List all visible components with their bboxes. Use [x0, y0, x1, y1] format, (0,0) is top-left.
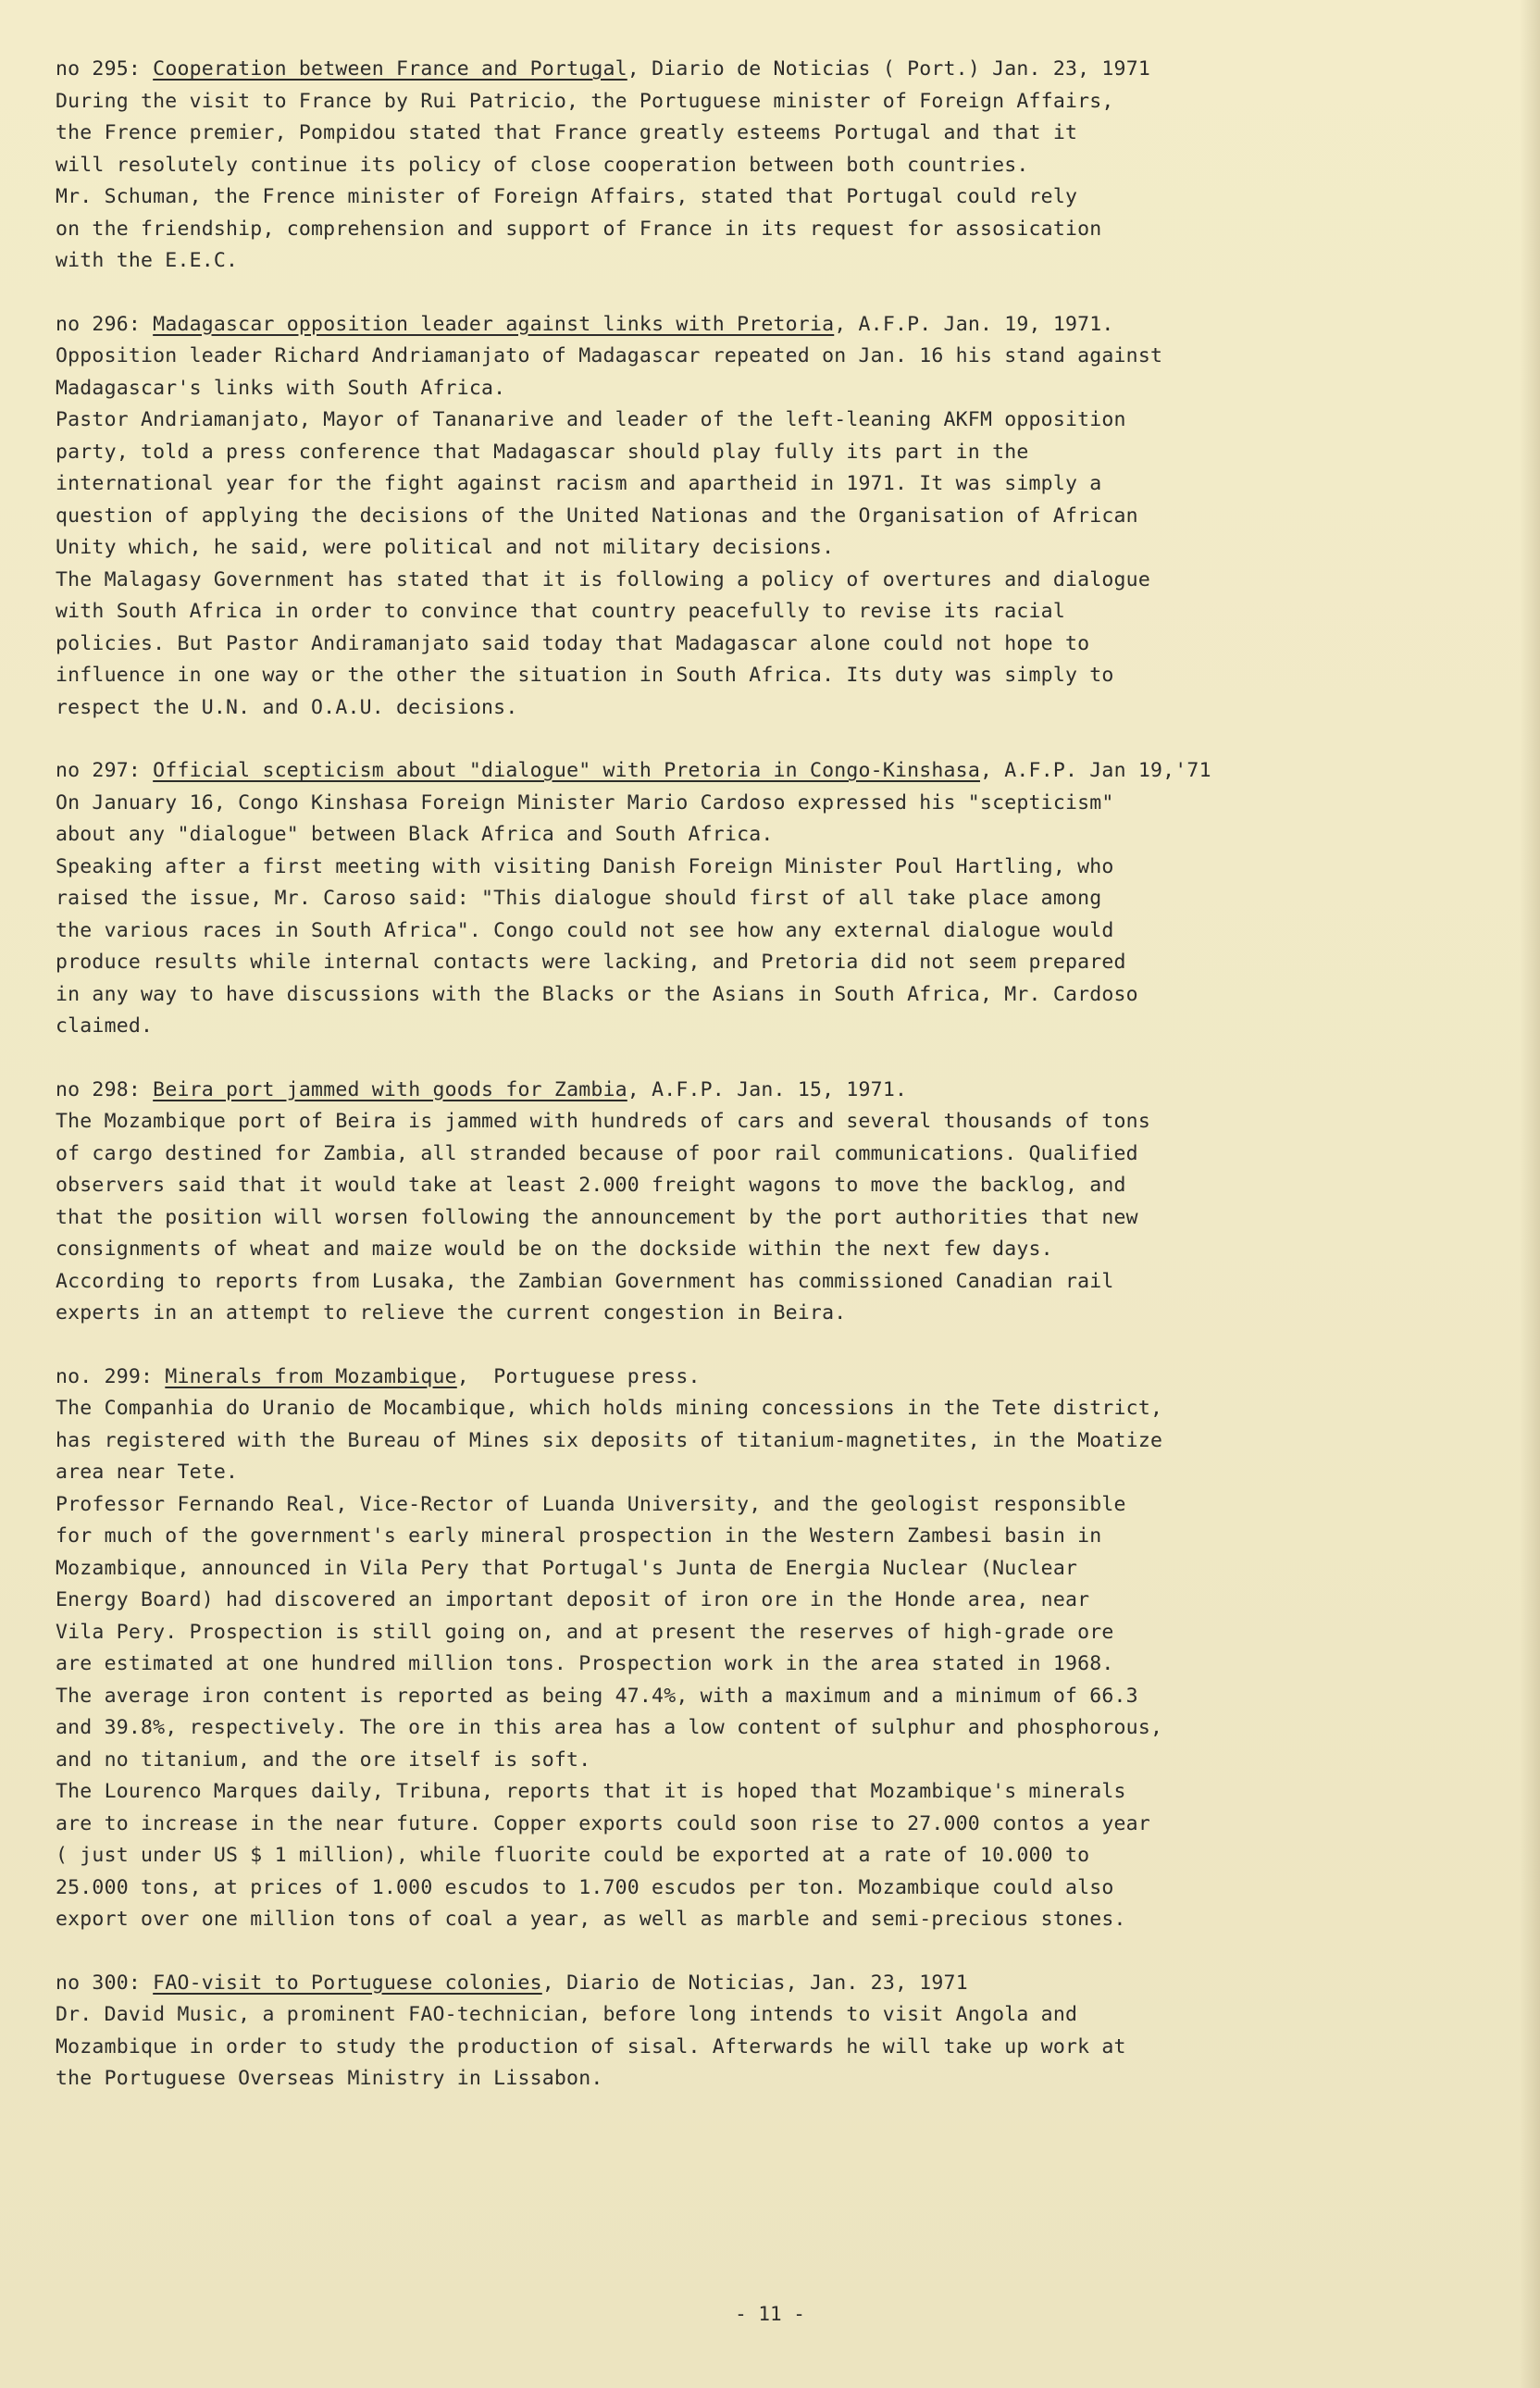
item-body	[56, 1999, 1388, 2096]
item-title: Madagascar opposition leader against links with Pretoria	[153, 312, 835, 336]
body-line: ( just under US $ 1 million), while fluorite could be exported at a rate of 10.000 to	[56, 1844, 1090, 1867]
item-number: no 295:	[56, 57, 142, 81]
body-line: and no titanium, and the ore itself is soft.	[56, 1747, 591, 1772]
body-line: on the friendship, comprehension and support of France in its request for assosication	[56, 217, 1102, 241]
item-title: Beira port jammed with goods for Zambia	[153, 1077, 627, 1101]
news-item-295	[56, 54, 1388, 278]
body-line: claimed.	[56, 1014, 154, 1038]
item-title: Cooperation between France and Portugal	[153, 57, 627, 81]
body-line: According to reports from Lusaka, the Zambian Government has commissioned Canadian rail	[56, 1269, 1114, 1293]
body-line: will resolutely continue its policy of close cooperation between both countries.	[56, 153, 1029, 177]
news-item-300	[56, 1968, 1388, 2096]
item-body	[56, 1106, 1388, 1330]
body-line: observers said that it would take at least 2.000 freight wagons to move the backlog, and	[56, 1174, 1126, 1197]
body-line: respect the U.N. and O.A.U. decisions.	[56, 695, 518, 719]
body-line: the Frence premier, Pompidou stated that France greatly esteems Portugal and that it	[56, 121, 1078, 144]
body-line: the Portuguese Overseas Ministry in Lissabon.	[56, 2067, 603, 2090]
item-title: FAO-visit to Portuguese colonies	[153, 1971, 542, 1995]
body-line: During the visit to France by Rui Patricio, the Portuguese minister of Foreign Affairs,	[56, 89, 1114, 113]
body-line: policies. But Pastor Andiramanjato said today that Madagascar alone could not hope to	[56, 631, 1090, 655]
body-line: Vila Pery. Prospection is still going on, and at present the reserves of high-grade ore	[56, 1620, 1114, 1644]
item-heading	[56, 1362, 1388, 1394]
item-number: no 296:	[56, 312, 142, 336]
body-line: international year for the fight against racism and apartheid in 1971. It was simply a	[56, 472, 1102, 495]
body-line: about any "dialogue" between Black Africa and South Africa.	[56, 823, 774, 846]
body-line: produce results while internal contacts were lacking, and Pretoria did not seem prepared	[56, 951, 1126, 974]
item-source: , Diario de Noticias, Jan. 23, 1971	[541, 1971, 968, 1995]
body-line: are to increase in the near future. Copper exports could soon rise to 27.000 contos a year	[56, 1811, 1150, 1835]
item-body	[56, 341, 1388, 724]
body-line: with South Africa in order to convince that country peacefully to revise its racial	[56, 600, 1065, 623]
body-line: 25.000 tons, at prices of 1.000 escudos to 1.700 escudos per ton. Mozambique could also	[56, 1875, 1114, 1899]
body-line: The Lourenco Marques daily, Tribuna, reports that it is hoped that Mozambique's minerals	[56, 1780, 1126, 1803]
body-line: The Mozambique port of Beira is jammed with hundreds of cars and several thousands of tons	[56, 1110, 1150, 1133]
body-line: Energy Board) had discovered an important deposit of iron ore in the Honde area, near	[56, 1588, 1090, 1611]
item-body	[56, 788, 1388, 1043]
body-line: Mozambique in order to study the production of sisal. Afterwards he will take up work at	[56, 2034, 1126, 2058]
body-line: On January 16, Congo Kinshasa Foreign Minister Mario Cardoso expressed his "scepticism"	[56, 790, 1114, 815]
body-line: question of applying the decisions of the United Nationas and the Organisation of African	[56, 504, 1138, 528]
body-line: influence in one way or the other the situation in South Africa. Its duty was simply to	[56, 664, 1114, 687]
body-line: consignments of wheat and maize would be on the dockside within the next few days.	[56, 1238, 1053, 1261]
body-line: Speaking after a first meeting with visiting Danish Foreign Minister Poul Hartling, who	[56, 854, 1114, 878]
body-line: Dr. David Music, a prominent FAO-technician, before long intends to visit Angola and	[56, 2003, 1078, 2026]
body-line: for much of the government's early mineral prospection in the Western Zambesi basin in	[56, 1524, 1102, 1548]
item-heading	[56, 1075, 1388, 1107]
item-heading	[56, 54, 1388, 86]
item-source: , Portuguese press.	[456, 1364, 701, 1388]
body-line: Madagascar's links with South Africa.	[56, 376, 506, 400]
body-line: Professor Fernando Real, Vice-Rector of Luanda University, and the geologist responsible	[56, 1492, 1126, 1516]
body-line: Mr. Schuman, the Frence minister of Foreign Affairs, stated that Portugal could rely	[56, 185, 1078, 208]
body-line: that the position will worsen following the announcement by the port authorities that new	[56, 1205, 1138, 1229]
body-line: has registered with the Bureau of Mines six deposits of titanium-magnetites, in the Moatize	[56, 1428, 1163, 1452]
item-source: , Diario de Noticias ( Port.) Jan. 23, 1971	[627, 57, 1150, 81]
item-body	[56, 1393, 1388, 1936]
body-line: Opposition leader Richard Andriamanjato of Madagascar repeated on Jan. 16 his stand against	[56, 344, 1163, 367]
body-line: are estimated at one hundred million tons. Prospection work in the area stated in 1968.	[56, 1652, 1114, 1675]
item-number: no 297:	[56, 759, 142, 782]
body-line: Unity which, he said, were political and not military decisions.	[56, 536, 835, 559]
body-line: and 39.8%, respectively. The ore in this area has a low content of sulphur and phosphorous,	[56, 1716, 1163, 1739]
news-item-297	[56, 755, 1388, 1043]
body-line: raised the issue, Mr. Caroso said: "This dialogue should first of all take place among	[56, 887, 1102, 910]
body-line: party, told a press conference that Madagascar should play fully its part in the	[56, 440, 1029, 464]
body-line: Pastor Andriamanjato, Mayor of Tananarive and leader of the left-leaning AKFM opposition	[56, 408, 1126, 431]
page-edge-shadow	[1520, 0, 1540, 2388]
body-line: experts in an attempt to relieve the current congestion in Beira.	[56, 1301, 847, 1325]
item-title: Official scepticism about "dialogue" with Pretoria in Congo-Kinshasa	[153, 759, 980, 782]
body-line: Mozambique, announced in Vila Pery that Portugal's Junta de Energia Nuclear (Nuclear	[56, 1556, 1078, 1580]
item-source: , A.F.P. Jan. 19, 1971.	[834, 312, 1114, 336]
body-line: with the E.E.C.	[56, 249, 239, 272]
news-item-296	[56, 309, 1388, 725]
item-source: , A.F.P. Jan. 15, 1971.	[627, 1077, 908, 1101]
body-line: The average iron content is reported as being 47.4%, with a maximum and a minimum of 66.3	[56, 1684, 1138, 1708]
item-number: no 298:	[56, 1077, 142, 1101]
item-number: no 300:	[56, 1971, 142, 1995]
body-line: of cargo destined for Zambia, all stranded because of poor rail communications. Qualified	[56, 1141, 1138, 1165]
body-line: The Malagasy Government has stated that it is following a policy of overtures and dialogue	[56, 567, 1150, 591]
item-heading	[56, 309, 1388, 342]
item-heading	[56, 1968, 1388, 2000]
body-line: export over one million tons of coal a year, as well as marble and semi-precious stones.	[56, 1908, 1126, 1931]
item-body	[56, 86, 1388, 278]
document-content	[56, 54, 1388, 2127]
news-item-298	[56, 1075, 1388, 1330]
body-line: The Companhia do Uranio de Mocambique, which holds mining concessions in the Tete district,	[56, 1397, 1163, 1420]
body-line: area near Tete.	[56, 1461, 239, 1484]
body-line: in any way to have discussions with the Blacks or the Asians in South Africa, Mr. Cardoso	[56, 982, 1138, 1006]
item-heading	[56, 755, 1388, 788]
item-source: , A.F.P. Jan 19,'71	[979, 759, 1211, 782]
item-title: Minerals from Mozambique	[165, 1364, 457, 1388]
body-line: the various races in South Africa". Congo could not see how any external dialogue would	[56, 918, 1114, 942]
item-number: no. 299:	[56, 1364, 154, 1388]
page-number: - 11 -	[735, 2303, 805, 2325]
news-item-299	[56, 1362, 1388, 1936]
